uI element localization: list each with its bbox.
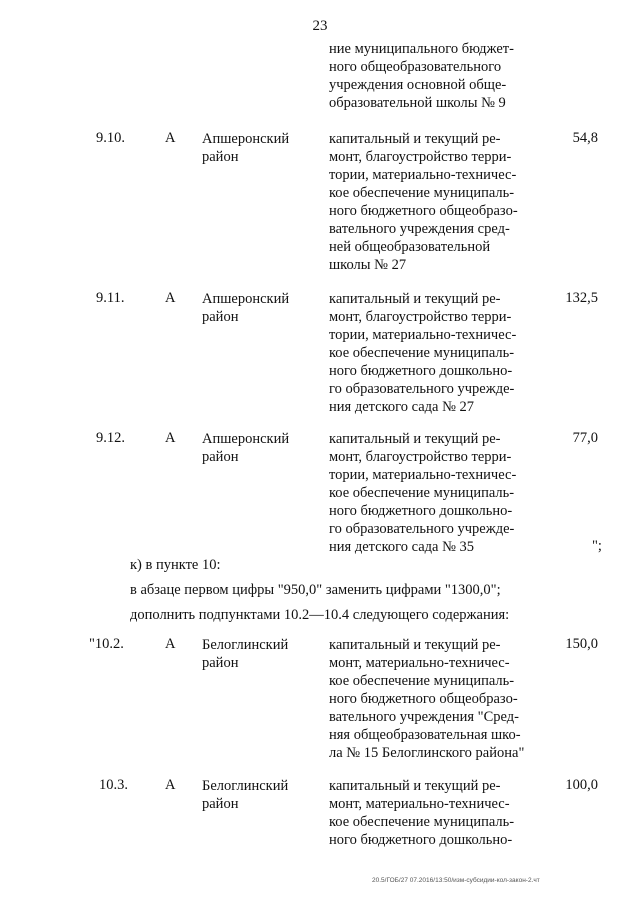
desc-line: школы № 27 (329, 257, 407, 273)
desc-line: вательного учреждения "Сред- (329, 709, 519, 725)
desc-line: ния детского сада № 35 (329, 539, 475, 555)
district-line: Белоглинский (202, 778, 289, 794)
row-amount: 100,0 (565, 777, 598, 793)
row-category: А (165, 290, 176, 306)
row-amount: 77,0 (572, 430, 598, 446)
desc-line: тории, материально-техничес- (329, 467, 517, 483)
row-district (202, 777, 312, 813)
carryover-text (329, 40, 532, 112)
page-number: 23 (312, 18, 328, 34)
row-category: А (165, 130, 176, 146)
desc-line: монт, материально-техничес- (329, 796, 510, 812)
district-line: район (202, 655, 239, 671)
row-description (329, 777, 532, 849)
desc-line: тории, материально-техничес- (329, 327, 517, 343)
desc-line: няя общеобразовательная шко- (329, 727, 521, 743)
desc-line: капитальный и текущий ре- (329, 637, 501, 653)
desc-line: ней общеобразовательной (329, 239, 491, 255)
desc-line: ла № 15 Белоглинского района" (329, 745, 525, 761)
footer-file-stamp: 20.5/ГОБ/27 07.2016/13:50/изм-субсидии-кол-закон-2.чт (372, 877, 540, 884)
desc-line: монт, благоустройство терри- (329, 449, 512, 465)
desc-line: ния детского сада № 27 (329, 399, 475, 415)
district-line: Апшеронский (202, 291, 290, 307)
row-number: "10.2. (89, 636, 124, 652)
desc-line: ние муниципального бюджет- (329, 41, 514, 57)
desc-line: го образовательного учрежде- (329, 381, 515, 397)
row-category: А (165, 636, 176, 652)
row-category: А (165, 777, 176, 793)
desc-line: вательного учреждения сред- (329, 221, 510, 237)
desc-line: ного бюджетного дошкольно- (329, 832, 513, 848)
desc-line: кое обеспечение муниципаль- (329, 185, 515, 201)
district-line: Апшеронский (202, 131, 290, 147)
desc-line: кое обеспечение муниципаль- (329, 485, 515, 501)
desc-line: ного бюджетного дошкольно- (329, 503, 513, 519)
desc-line: ного бюджетного общеобразо- (329, 691, 518, 707)
paragraph-item-k: к) в пункте 10: (130, 557, 221, 573)
desc-line: учреждения основной обще- (329, 77, 507, 93)
desc-line: монт, благоустройство терри- (329, 149, 512, 165)
row-number: 10.3. (99, 777, 128, 793)
desc-line: кое обеспечение муниципаль- (329, 673, 515, 689)
desc-line: капитальный и текущий ре- (329, 431, 501, 447)
paragraph-add: дополнить подпунктами 10.2—10.4 следующего содержания: (130, 607, 510, 623)
desc-line: ного общеобразовательного (329, 59, 502, 75)
row-district (202, 130, 312, 166)
row-description (329, 636, 532, 762)
desc-line: ного бюджетного дошкольно- (329, 363, 513, 379)
desc-line: го образовательного учрежде- (329, 521, 515, 537)
desc-line: монт, благоустройство терри- (329, 309, 512, 325)
desc-line: образовательной школы № 9 (329, 95, 506, 111)
district-line: район (202, 149, 239, 165)
row-description (329, 130, 532, 274)
desc-line: кое обеспечение муниципаль- (329, 814, 515, 830)
row-number: 9.12. (96, 430, 125, 446)
row-amount: 132,5 (565, 290, 598, 306)
district-line: район (202, 796, 239, 812)
row-district (202, 290, 312, 326)
row-description (329, 290, 532, 416)
district-line: Белоглинский (202, 637, 289, 653)
desc-line: ного бюджетного общеобразо- (329, 203, 518, 219)
desc-line: тории, материально-техничес- (329, 167, 517, 183)
closing-quote: "; (592, 538, 602, 554)
row-amount: 150,0 (565, 636, 598, 652)
row-district (202, 636, 312, 672)
row-district (202, 430, 312, 466)
desc-line: капитальный и текущий ре- (329, 778, 501, 794)
paragraph-replace: в абзаце первом цифры "950,0" заменить цифрами "1300,0"; (130, 582, 501, 598)
district-line: район (202, 449, 239, 465)
desc-line: капитальный и текущий ре- (329, 291, 501, 307)
desc-line: кое обеспечение муниципаль- (329, 345, 515, 361)
row-category: А (165, 430, 176, 446)
row-amount: 54,8 (572, 130, 598, 146)
district-line: район (202, 309, 239, 325)
row-number: 9.11. (96, 290, 125, 306)
desc-line: монт, материально-техничес- (329, 655, 510, 671)
row-number: 9.10. (96, 130, 125, 146)
desc-line: капитальный и текущий ре- (329, 131, 501, 147)
district-line: Апшеронский (202, 431, 290, 447)
row-description (329, 430, 532, 556)
